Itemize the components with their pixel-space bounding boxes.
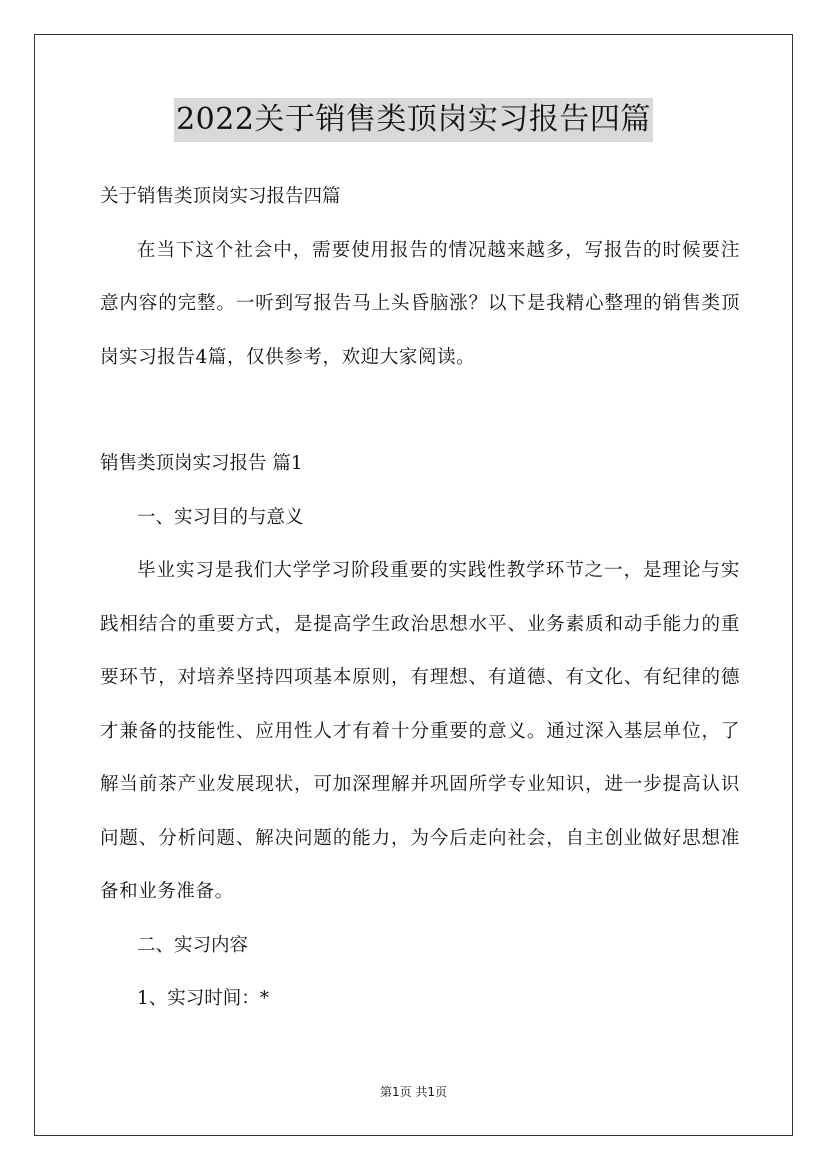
document-title: 2022关于销售类顶岗实习报告四篇 — [174, 98, 653, 142]
document-body — [100, 170, 740, 1026]
title-container — [0, 98, 827, 142]
subheading-content: 二、实习内容 — [137, 934, 249, 956]
subheading-purpose: 一、实习目的与意义 — [137, 506, 304, 528]
paragraph-gap — [100, 384, 740, 437]
subtitle-paragraph: 关于销售类顶岗实习报告四篇 — [100, 186, 341, 207]
internship-time-line: 1、实习时间：* — [137, 988, 270, 1009]
intro-paragraph: 在当下这个社会中，需要使用报告的情况越来越多，写报告的时候要注意内容的完整。一听到写报告马上头昏脑涨？以下是我精心整理的销售类顶岗实习报告4篇，仅供参考，欢迎大家阅读。 — [100, 239, 740, 368]
page-footer: 第1页 共1页 — [379, 1085, 448, 1099]
section-heading: 销售类顶岗实习报告 篇1 — [100, 453, 303, 474]
purpose-paragraph: 毕业实习是我们大学学习阶段重要的实践性教学环节之一，是理论与实践相结合的重要方式，是提高学生政治思想水平、业务素质和动手能力的重要环节，对培养坚持四项基本原则，有理想、有道德、有文化、有纪律的德才兼备的技能性、应用性人才有着十分重要的意义。通过深入基层单位，了解当前茶产业发展现状，可加深理解并巩固所学专业知识，进一步提高认识问题、分析问题、解决问题的能力，为今后走向社会，自主创业做好思想准备和业务准备。 — [100, 560, 740, 902]
